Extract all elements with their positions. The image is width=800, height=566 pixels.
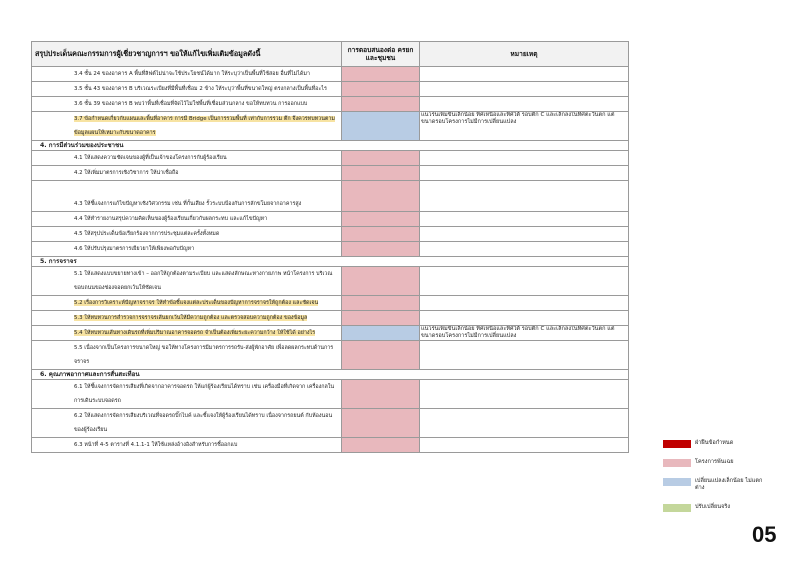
legend-item bbox=[663, 459, 793, 469]
table-row bbox=[32, 267, 629, 296]
row-text-cell bbox=[32, 97, 342, 112]
table-header-row bbox=[32, 42, 629, 67]
note-cell bbox=[420, 341, 629, 370]
status-cell bbox=[342, 97, 420, 112]
legend-swatch-green bbox=[663, 504, 691, 512]
note-cell bbox=[420, 227, 629, 242]
row-text-cell bbox=[32, 181, 342, 212]
section-title: 4. การมีส่วนร่วมของประชาชน bbox=[32, 141, 629, 151]
table-row bbox=[32, 212, 629, 227]
row-text-cell bbox=[32, 409, 342, 438]
note-cell bbox=[420, 242, 629, 257]
table-row bbox=[32, 341, 629, 370]
row-text: 5.5 เนื่องจากเป็นโครงการขนาดใหญ่ ขอให้ทางโครงการมีมาตรการรถรับ-ส่งผู้พักอาศัย เพื่อลดผลกระทบด้านการจราจร bbox=[74, 345, 334, 365]
note-cell bbox=[420, 380, 629, 409]
row-text-cell bbox=[32, 438, 342, 453]
note-cell bbox=[420, 311, 629, 326]
legend-label: ปรับเปลี่ยนจริง bbox=[695, 504, 731, 510]
note-cell bbox=[420, 267, 629, 296]
table-row bbox=[32, 112, 629, 141]
note-cell bbox=[420, 181, 629, 212]
note-cell bbox=[420, 212, 629, 227]
row-text-cell bbox=[32, 311, 342, 326]
row-text: 5.4 ให้ทบทวนเส้นทางเดินรถที่เพิ่มปริมาณอาคารจอดรถ จำเป็นต้องเพิ่มระยะความกว้าง ให้ใช้ได้ อย่างไร bbox=[74, 330, 316, 336]
status-cell bbox=[342, 311, 420, 326]
row-text: 3.4 ชั้น 24 ของอาคาร A พื้นที่ลิฟต์ไม่น่าจะใช้ประโยชน์ได้มาก ให้ระบุว่าเป็นพื้นที่ใช้สอย อื่นที่ไม่ได้มา bbox=[74, 71, 310, 77]
row-text-cell bbox=[32, 341, 342, 370]
legend-item bbox=[663, 478, 793, 491]
note-cell bbox=[420, 438, 629, 453]
status-cell bbox=[342, 166, 420, 181]
legend-label: เปลี่ยนแปลงเล็กน้อย ไม่แตกต่าง bbox=[695, 478, 763, 491]
row-text: 6.2 ให้แสดงการจัดการเสียงบริเวณที่จอดรถบิ๊กไบค์ และชี้แจงให้ผู้ร้องเรียนได้ทราบ เนื่องจากรถยนต์ กับห้องนอนของผู้ร้องเรียน bbox=[74, 413, 333, 433]
status-cell bbox=[342, 181, 420, 212]
legend-swatch-violation bbox=[663, 440, 691, 448]
note-cell bbox=[420, 67, 629, 82]
page-number: 05 bbox=[752, 522, 777, 547]
table-row bbox=[32, 409, 629, 438]
table-row bbox=[32, 67, 629, 82]
status-cell bbox=[342, 151, 420, 166]
header-response: การตอบสนองต่อ ครยกและชุมชน bbox=[342, 42, 420, 67]
row-text: 5.1 ให้แสดงแบบขยายทางเข้า – ออกให้ถูกต้องตามระเบียบ และแสดงลักษณะทางกายภาพ หน้าโครงการ บริเวณขอบถนนของช่องจอดยกเว้นให้ชัดเจน bbox=[74, 271, 333, 291]
table-row bbox=[32, 296, 629, 311]
table-row bbox=[32, 97, 629, 112]
row-text-cell bbox=[32, 296, 342, 311]
table-body bbox=[32, 67, 629, 453]
status-cell bbox=[342, 341, 420, 370]
legend-item bbox=[663, 504, 793, 514]
table-row bbox=[32, 326, 629, 341]
row-text-cell bbox=[32, 267, 342, 296]
status-cell bbox=[342, 242, 420, 257]
row-text: 6.1 ให้ชี้แจงการจัดการเสียงที่เกิดจากอาคารจอดรถ ให้แก่ผู้ร้องเรียนได้ทราบ เช่น เครื่องมือที่เกิดจาก เครื่องกลในการเดินระบบจอดรถ bbox=[74, 384, 335, 404]
status-cell bbox=[342, 296, 420, 311]
row-text-cell bbox=[32, 112, 342, 141]
table-row bbox=[32, 181, 629, 212]
table-row bbox=[32, 166, 629, 181]
legend-label: โครงการพ้นเฉย bbox=[695, 459, 734, 465]
row-text-cell bbox=[32, 67, 342, 82]
row-text: 3.7 ข้อกำหนดเกี่ยวกับแผนและพื้นที่อาคาร การมี Bridge เป็นการรวมพื้นที่ เท่ากับการรวม ตึก จึงควรทบทวนตามข้อมูลแผนให้เหมาะกับขนาดอาคาร bbox=[74, 116, 335, 136]
legend-swatch-blue bbox=[663, 478, 691, 486]
note-cell bbox=[420, 151, 629, 166]
row-text: 4.5 ให้สรุปประเด็นข้อเรียกร้องจากการประชุมแต่ละครั้งทั้งหมด bbox=[74, 231, 220, 237]
row-text: 3.6 ชั้น 39 ของอาคาร B พบว่าพื้นที่เชื่อมที่จัดไว้ไม่ใช่พื้นที่เชื่อมส่วนกลาง ขอให้ทบทวน การออกแบบ bbox=[74, 101, 308, 107]
status-cell bbox=[342, 380, 420, 409]
status-cell bbox=[342, 409, 420, 438]
note-cell bbox=[420, 296, 629, 311]
note-cell bbox=[420, 409, 629, 438]
row-text: 5.3 ให้ทบทวนการสำรวจการจราจรเส้นยกเว้นให้มีความถูกต้อง และตรวจสอบความถูกต้อง ของข้อมูล bbox=[74, 315, 308, 321]
row-text-cell bbox=[32, 326, 342, 341]
status-cell bbox=[342, 227, 420, 242]
section-title: 5. การจราจร bbox=[32, 257, 629, 267]
row-text: 4.3 ให้ชี้แจงการแก้ไขปัญหาเชิงวิศวกรรม เช่น ที่กั้นเสียง รั้วระบบป้องกันการลักขโมยจากอาคารสูง bbox=[74, 201, 302, 207]
table-row bbox=[32, 438, 629, 453]
row-text: 4.2 ให้เพิ่มมาตรการเชิงวิชาการ ให้น่าเชื่อถือ bbox=[74, 170, 179, 176]
status-cell bbox=[342, 438, 420, 453]
header-notes: หมายเหตุ bbox=[420, 42, 629, 67]
row-text: 4.6 ให้ปรับปรุงมาตรการเยียวยาให้เพียงพอกับปัญหา bbox=[74, 246, 195, 252]
table-row bbox=[32, 242, 629, 257]
row-text-cell bbox=[32, 82, 342, 97]
section-title: 6. คุณภาพอากาศและการสั่นสะเทือน bbox=[32, 370, 629, 380]
section-row bbox=[32, 257, 629, 267]
note-cell: แนวร่นเพิ่มขึ้นเล็กน้อย ทิศเหนือและทิศใต้ รอบตึก C และเล็กลงในทิศตะวันตก แต่ขนาดรอบโครงการไม่มีการเปลี่ยนแปลง bbox=[420, 326, 629, 341]
status-cell bbox=[342, 212, 420, 227]
row-text: 4.1 ให้แสดงความชัดเจนของผู้ที่เป็นเจ้าของโครงการกับผู้ร้องเรียน bbox=[74, 155, 227, 161]
table-row bbox=[32, 82, 629, 97]
row-text-cell bbox=[32, 212, 342, 227]
legend-item bbox=[663, 440, 793, 450]
row-text-cell bbox=[32, 166, 342, 181]
table-row bbox=[32, 380, 629, 409]
status-cell bbox=[342, 267, 420, 296]
note-cell bbox=[420, 166, 629, 181]
row-text: 5.2 เรื่องการวิเคราะห์ปัญหาจราจร ให้ทำข้อชี้แจงแต่ละประเด็นของปัญหาการจราจรให้ถูกต้อง และชัดเจน bbox=[74, 300, 319, 306]
note-cell bbox=[420, 97, 629, 112]
table-row bbox=[32, 227, 629, 242]
note-cell: แนวร่นเพิ่มขึ้นเล็กน้อย ทิศเหนือและทิศใต้ รอบตึก C และเล็กลงในทิศตะวันตก แต่ขนาดรอบโครงการไม่มีการเปลี่ยนแปลง bbox=[420, 112, 629, 141]
status-cell bbox=[342, 112, 420, 141]
table-row bbox=[32, 311, 629, 326]
status-cell bbox=[342, 67, 420, 82]
row-text: 6.3 หน้าที่ 4-5 ตารางที่ 4.1.1-1 ให้ใช้แหล่งอ้างอิงสำหรับการชี้ออกแบ bbox=[74, 442, 238, 448]
row-text-cell bbox=[32, 242, 342, 257]
legend-swatch-pink bbox=[663, 459, 691, 467]
note-cell bbox=[420, 82, 629, 97]
header-summary: สรุปประเด็นคณะกรรมการผู้เชี่ยวชาญการฯ ขอให้แก้ไขเพิ่มเติมข้อมูลดังนี้ bbox=[32, 42, 342, 67]
row-text-cell bbox=[32, 380, 342, 409]
row-text-cell bbox=[32, 227, 342, 242]
legend-label: ฝ่าฝืนข้อกำหนด bbox=[695, 440, 734, 446]
status-cell bbox=[342, 326, 420, 341]
summary-table bbox=[31, 41, 629, 453]
row-text: 3.5 ชั้น 43 ของอาคาร B บริเวณระเบียงที่มีพื้นที่เชื่อม 2 ข้าง ให้ระบุว่าพื้นที่ขนาดใหญ่ ตรงกลางเป็นพื้นที่อะไร bbox=[74, 86, 327, 92]
table-row bbox=[32, 151, 629, 166]
status-cell bbox=[342, 82, 420, 97]
row-text-cell bbox=[32, 151, 342, 166]
row-text: 4.4 ให้ทำรายงานสรุปความคิดเห็นของผู้ร้องเรียนเกี่ยวกับผลกระทบ และแก้ไขปัญหา bbox=[74, 216, 268, 222]
section-row bbox=[32, 370, 629, 380]
section-row bbox=[32, 141, 629, 151]
